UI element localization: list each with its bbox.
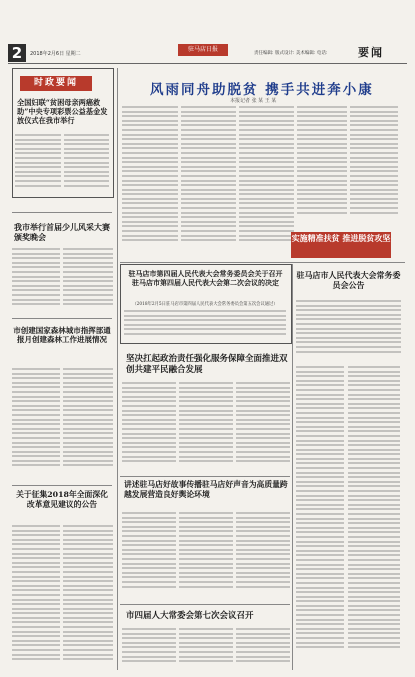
- bulletin-title: 驻马店市人民代表大会常务委员会公告: [296, 270, 401, 290]
- article-body: [12, 525, 60, 670]
- article-title-good-stories: 讲述驻马店好故事传播驻马店好声音为高质量跨越发展营造良好舆论环境: [124, 480, 288, 499]
- issue-date: 2018年2月6日 星期二: [30, 51, 81, 57]
- masthead: 驻马店日报: [178, 44, 228, 56]
- article-body: [179, 628, 233, 668]
- lead-body: [297, 106, 347, 228]
- divider: [120, 262, 405, 263]
- article-body: [122, 512, 176, 596]
- lead-body: [350, 106, 398, 228]
- article-body: [236, 512, 290, 596]
- lead-headline: 风雨同舟助脱贫 携手共进奔小康: [150, 82, 374, 98]
- article-body: [179, 382, 233, 472]
- resolution-body: [124, 310, 286, 338]
- article-body: [63, 368, 113, 476]
- lead-body: [181, 106, 236, 254]
- article-body: [236, 382, 290, 472]
- resolution-title: 驻马店市第四届人民代表大会常务委员会关于召开驻马店市第四届人民代表大会第二次会议的决定: [128, 269, 283, 287]
- article-body: [12, 368, 60, 476]
- header-rule: [8, 63, 407, 64]
- section-title: 要闻: [358, 46, 384, 59]
- column-label: 时政要闻: [20, 76, 92, 91]
- lead-byline: 本报记者 张 某 王 某: [230, 98, 277, 104]
- divider: [120, 476, 290, 477]
- article-title-children-contest: 我市举行首届少儿风采大赛颁奖晚会: [14, 222, 110, 242]
- bulletin-body: [296, 300, 401, 360]
- article-title-forest-city: 市创建国家森林城市指挥部通报月创建森林工作进展情况: [13, 326, 111, 345]
- article-title-npc-session: 市四届人大常委会第七次会议召开: [126, 611, 254, 621]
- article-body: [122, 628, 176, 668]
- article-body: [63, 248, 113, 312]
- column-rule: [117, 68, 118, 670]
- divider: [12, 485, 112, 486]
- poverty-slogan-banner: 实施精准扶贫 推进脱贫攻坚: [291, 232, 391, 258]
- divider: [120, 604, 290, 605]
- column-rule: [292, 264, 293, 670]
- article-title-reform-notice: 关于征集2018年全面深化改革意见建议的公告: [16, 490, 108, 509]
- article-body: [179, 512, 233, 596]
- editor-info: 责任编辑: 版式设计: 美术编辑: 电话:: [254, 51, 328, 56]
- article-body: [236, 628, 290, 668]
- divider: [12, 212, 112, 213]
- article-title-party-service: 坚决扛起政治责任强化服务保障全面推进双创共建平民融合发展: [126, 354, 288, 375]
- page-number: 2: [8, 44, 26, 62]
- article-body: [348, 366, 400, 666]
- article-body: [15, 134, 61, 192]
- lead-body: [122, 106, 178, 254]
- article-body: [296, 366, 344, 666]
- lead-body: [239, 106, 294, 254]
- article-body: [64, 134, 109, 192]
- article-body: [63, 525, 113, 670]
- resolution-note: （2018年2月5日驻马店市第四届人民代表大会常务委员会第五次会议通过）: [132, 302, 278, 307]
- article-title-women-federation: 全国妇联“贫困母亲两癌救助”中央专项彩票公益基金发放仪式在我市举行: [17, 98, 108, 125]
- divider: [12, 318, 112, 319]
- article-body: [122, 382, 176, 472]
- article-body: [12, 248, 60, 312]
